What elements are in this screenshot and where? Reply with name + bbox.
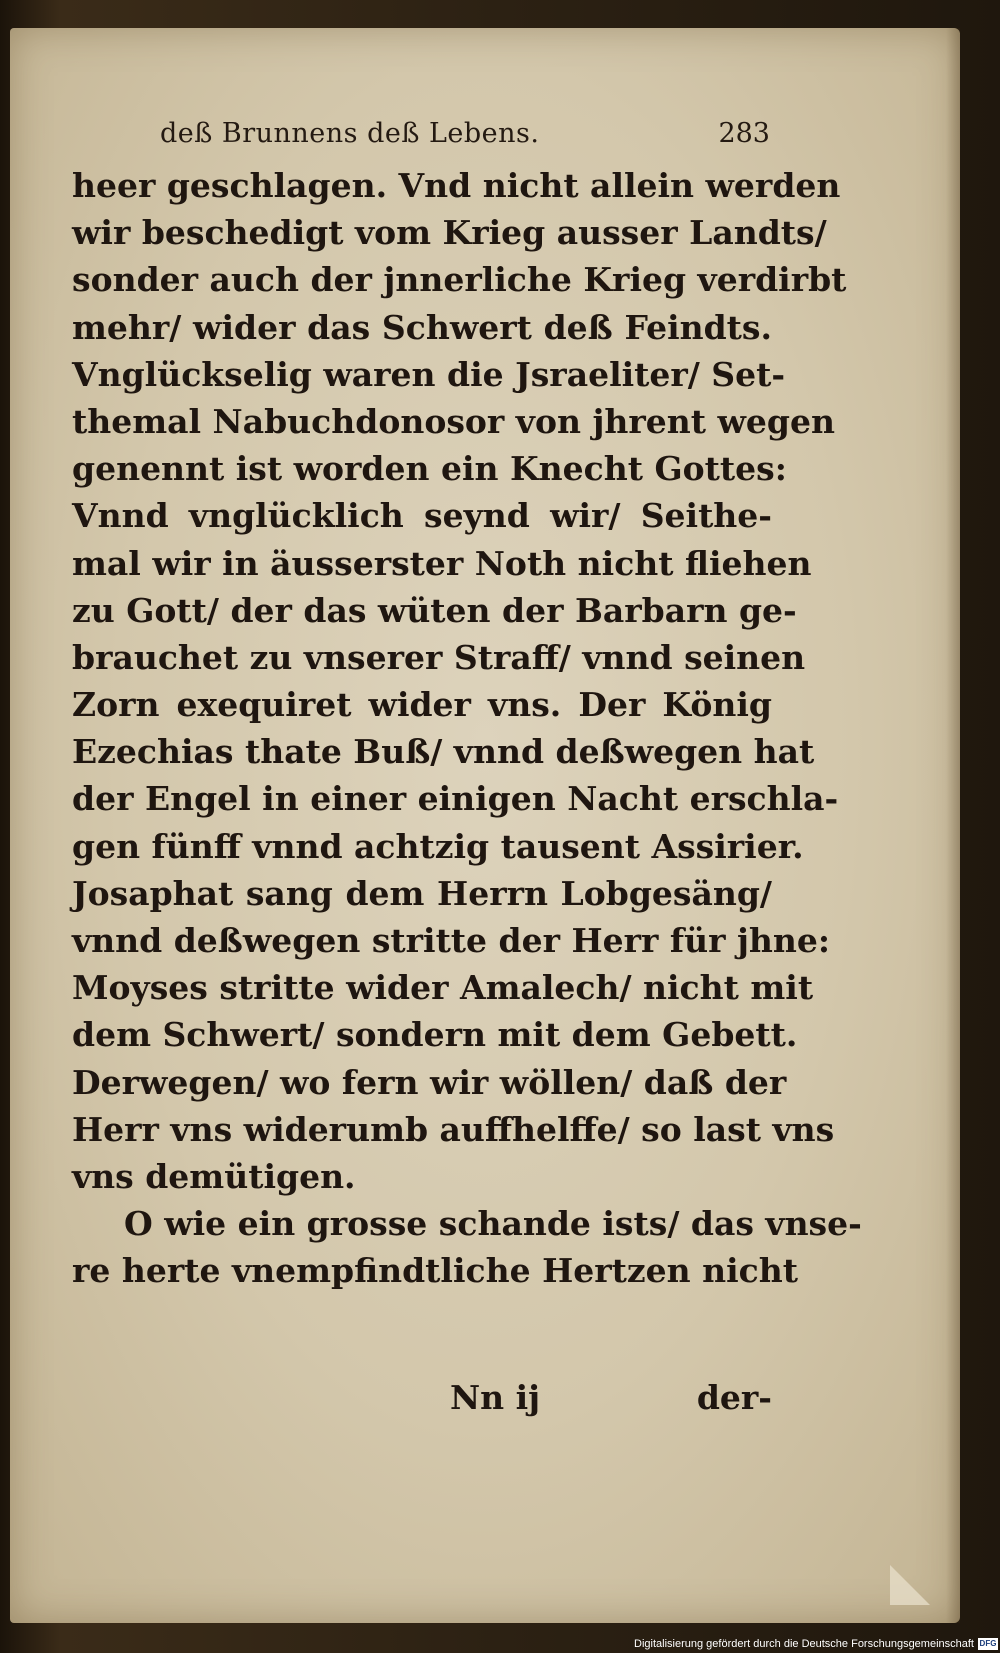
text-line: gen fünff vnnd achtzig tausent Assirier. — [72, 826, 804, 866]
text-line: wir beschedigt vom Krieg ausser Landts/ — [72, 213, 827, 253]
funding-text: Digitalisierung gefördert durch die Deutsche Forschungsgemeinschaft — [634, 1638, 974, 1650]
text-line: genennt ist worden ein Knecht Gottes: — [72, 449, 787, 489]
text-line: heer geschlagen. Vnd nicht allein werden — [72, 166, 841, 205]
funding-banner — [600, 1636, 1000, 1653]
signature-mark: Nn ij — [450, 1378, 541, 1417]
header-title: deß Brunnens deß Lebens. — [160, 118, 540, 149]
text-line: O wie ein grosse schande ists/ das vnse- — [124, 1204, 862, 1244]
text-line: dem Schwert/ sondern mit dem Gebett. — [72, 1015, 798, 1055]
text-line: Zorn exequiret wider vns. Der König — [72, 685, 772, 725]
text-line: der Engel in einer einigen Nacht erschla- — [72, 779, 839, 819]
running-header — [160, 118, 770, 152]
folded-corner — [890, 1565, 930, 1605]
text-line: vnnd deßwegen stritte der Herr für jhne: — [72, 921, 831, 960]
page-number: 283 — [718, 118, 770, 149]
text-line: Ezechias thate Buß/ vnnd deßwegen hat — [72, 732, 815, 772]
text-line: Josaphat sang dem Herrn Lobgesäng/ — [72, 873, 772, 913]
text-line: re herte vnempfindtliche Hertzen nicht — [72, 1251, 798, 1291]
text-line: brauchet zu vnserer Straff/ vnnd seinen — [72, 637, 806, 677]
page-footer — [450, 1378, 772, 1422]
text-line: zu Gott/ der das wüten der Barbarn ge- — [72, 590, 797, 630]
text-line: mehr/ wider das Schwert deß Feindts. — [72, 307, 772, 347]
text-line: Herr vns widerumb auffhelffe/ so last vns — [72, 1109, 835, 1149]
catchword: der- — [696, 1378, 772, 1417]
text-line: Vnglückselig waren die Jsraeliter/ Set- — [72, 354, 786, 394]
dfg-logo: DFG — [979, 1639, 997, 1648]
text-line: Moyses stritte wider Amalech/ nicht mit — [72, 968, 814, 1008]
text-line: Derwegen/ wo fern wir wöllen/ daß der — [72, 1062, 787, 1102]
text-line: Vnnd vnglücklich seynd wir/ Seithe- — [72, 496, 772, 536]
text-line: themal Nabuchdonosor von jhrent wegen — [72, 401, 835, 441]
page-edge — [946, 28, 960, 1623]
text-line: vns demütigen. — [72, 1156, 356, 1196]
text-line: mal wir in äusserster Noth nicht fliehen — [72, 543, 812, 583]
body-text — [72, 162, 862, 1295]
text-line: sonder auch der jnnerliche Krieg verdirbt — [72, 260, 847, 300]
